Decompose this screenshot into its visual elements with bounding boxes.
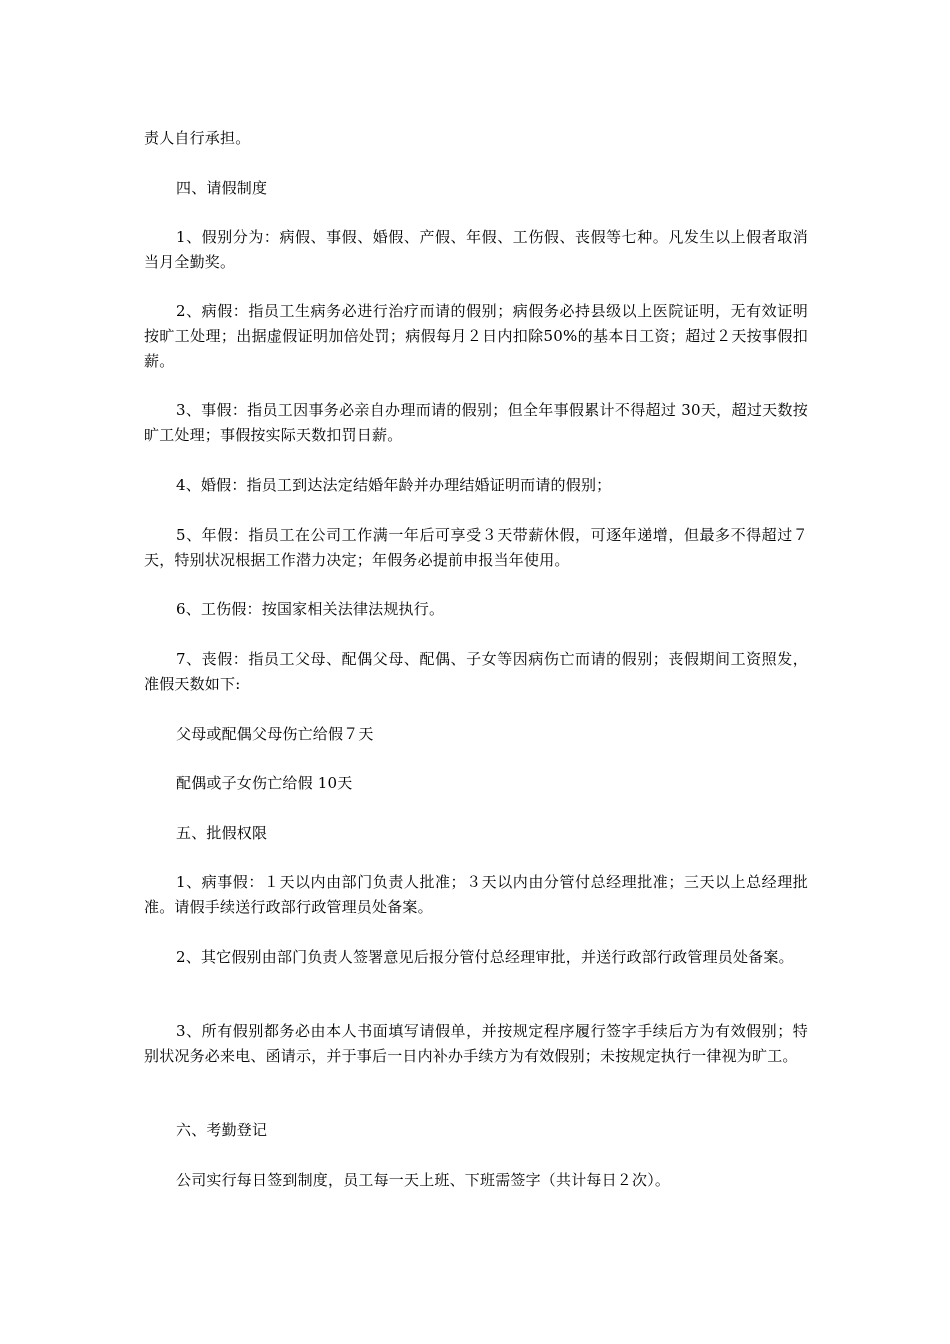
section-heading-attendance: 六、考勤登记 xyxy=(176,1121,268,1139)
paragraph-approval-sick-personal: 1、病事假：１天以内由部门负责人批准；３天以内由分管付总经理批准；三天以上总经理批准。请假手续送行政部行政管理员处备案。 xyxy=(144,873,808,916)
paragraph-marriage-leave: 4、婚假：指员工到达法定结婚年龄并办理结婚证明而请的假别； xyxy=(176,476,612,494)
paragraph-attendance-signin: 公司实行每日签到制度，员工每一天上班、下班需签字（共计每日２次）。 xyxy=(176,1171,671,1189)
section-heading-approval-authority: 五、批假权限 xyxy=(176,824,268,842)
paragraph-bereavement-spouse-child: 配偶或子女伤亡给假 10天 xyxy=(176,774,353,792)
section-heading-leave-policy: 四、请假制度 xyxy=(176,179,268,197)
paragraph-sick-leave: 2、病假：指员工生病务必进行治疗而请的假别；病假务必持县级以上医院证明，无有效证明按旷工处理；出据虚假证明加倍处罚；病假每月２日内扣除50%的基本日工资；超过２天按事假扣薪。 xyxy=(144,302,808,370)
paragraph-bereavement-parents: 父母或配偶父母伤亡给假７天 xyxy=(176,725,374,743)
paragraph-approval-procedure: 3、所有假别都务必由本人书面填写请假单，并按规定程序履行签字手续后方为有效假别；特别状况务必来电、函请示，并于事后一日内补办手续方为有效假别；未按规定执行一律视为旷工。 xyxy=(144,1022,808,1065)
document-page xyxy=(144,0,808,1344)
paragraph-approval-other: 2、其它假别由部门负责人签署意见后报分管付总经理审批，并送行政部行政管理员处备案。 xyxy=(176,948,794,966)
paragraph-annual-leave: 5、年假：指员工在公司工作满一年后可享受３天带薪休假，可逐年递增，但最多不得超过７天，特别状况根据工作潜力决定；年假务必提前申报当年使用。 xyxy=(144,526,808,569)
paragraph-injury-leave: 6、工伤假：按国家相关法律法规执行。 xyxy=(176,600,445,618)
paragraph-continuation: 责人自行承担。 xyxy=(144,129,251,147)
paragraph-bereavement-leave: 7、丧假：指员工父母、配偶父母、配偶、子女等因病伤亡而请的假别；丧假期间工资照发，准假天数如下: xyxy=(144,650,808,693)
paragraph-personal-leave: 3、事假：指员工因事务必亲自办理而请的假别；但全年事假累计不得超过 30天，超过天数按旷工处理；事假按实际天数扣罚日薪。 xyxy=(144,401,808,444)
paragraph-leave-types: 1、假别分为：病假、事假、婚假、产假、年假、工伤假、丧假等七种。凡发生以上假者取消当月全勤奖。 xyxy=(144,228,808,271)
